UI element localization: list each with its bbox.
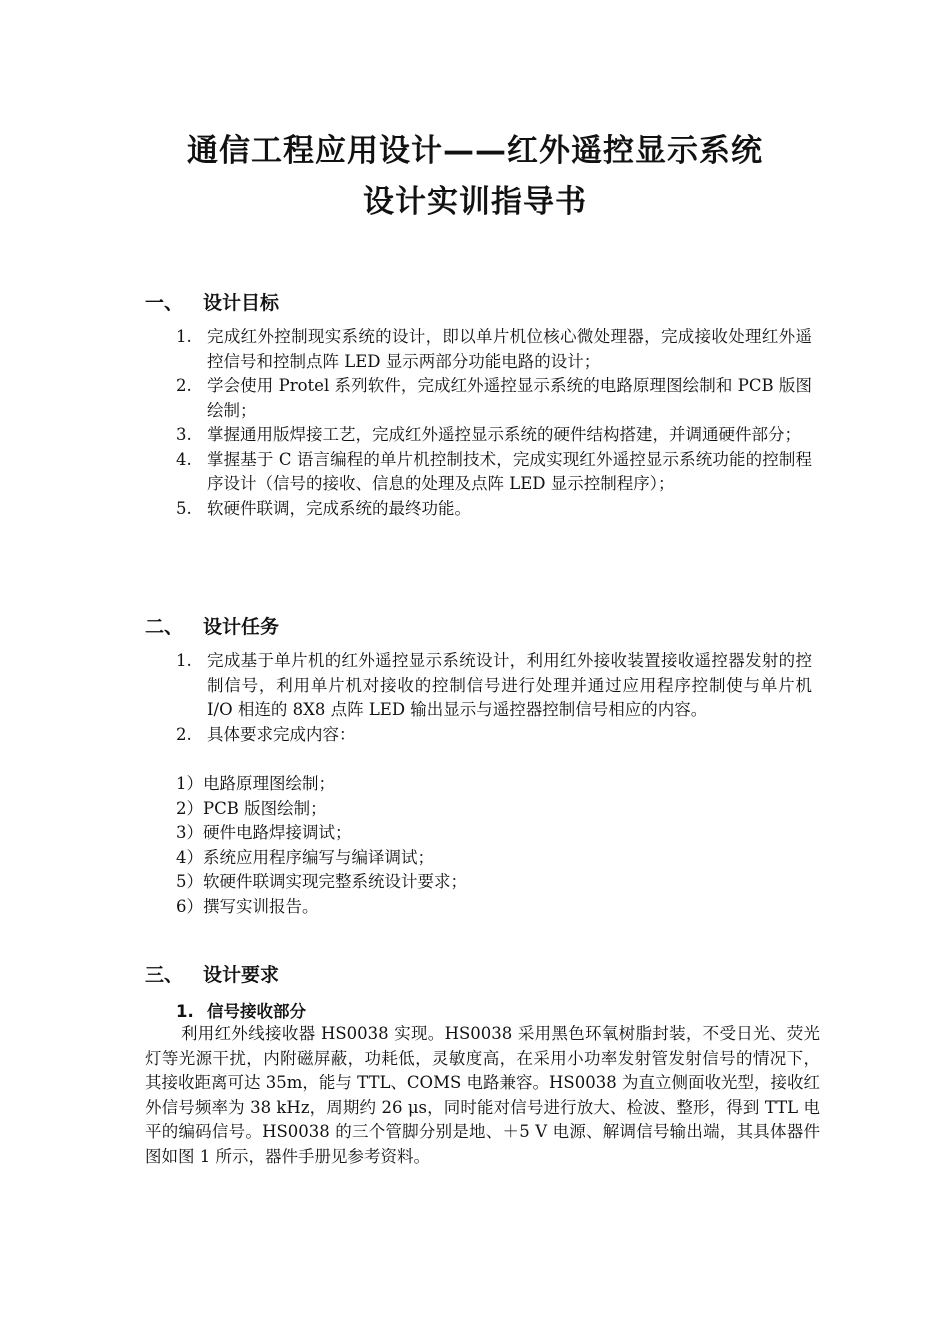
item-number: 4. [176,449,192,469]
section-number: 三、 [145,964,184,986]
item-text: 完成红外控制现实系统的设计，即以单片机位核心微处理器，完成接收处理红外遥控信号和控制点阵 LED 显示两部分功能电路的设计； [207,327,812,371]
item-text: 掌握基于 C 语言编程的单片机控制技术，完成实现红外遥控显示系统功能的控制程序设计（信号的接收、信息的处理及点阵 LED 显示控制程序）； [207,449,812,493]
list-item: 6）撰写实训报告。 [176,896,319,916]
doc-title-line2: 设计实训指导书 [363,184,587,220]
item-number: 1. [176,651,192,670]
section-heading-tasks [145,612,279,639]
list-item [176,448,812,497]
list-item [176,325,812,374]
subsection-title: 信号接收部分 [207,1002,306,1021]
body-paragraph: 利用红外线接收器 HS0038 实现。HS0038 采用黑色环氧树脂封装，不受日光、荧光灯等光源干扰，内附磁屏蔽，功耗低，灵敏度高，在采用小功率发射管发射信号的情况下，其接收距离可达 35m，能与 TTL、COMS 电路兼容。HS0038 为直立侧面收光型，接收红外信号频率为 38 kHz，周期约 26 μs，同时能对信号进行放大、检波、整形，得到 TTL 电平的编码信号。HS0038 的三个管脚分别是地、＋5 V 电源、解调信号输出端，其具体器件图如图 1 所示，器件手册见参考资料。 [145,1024,820,1166]
section-number: 二、 [145,616,184,638]
list-item: 5）软硬件联调实现完整系统设计要求； [176,872,467,891]
list-item [176,423,812,448]
section-title: 设计任务 [203,616,280,638]
item-text: 软硬件联调，完成系统的最终功能。 [207,498,471,518]
item-text: 具体要求完成内容： [207,724,356,744]
list-item: 1）电路原理图绘制； [176,774,335,793]
tasks-list [176,649,812,747]
section-title: 设计要求 [203,964,280,986]
doc-title-line1: 通信工程应用设计——红外遥控显示系统 [187,133,763,169]
list-item [176,374,812,423]
item-number: 2. [176,724,192,744]
requirements-sublist [176,772,812,919]
section-heading-goals [145,288,279,315]
list-item: 3）硬件电路焊接调试； [176,823,352,842]
item-number: 5. [176,498,192,518]
subsection-number: 1. [176,1002,194,1021]
item-text: 完成基于单片机的红外遥控显示系统设计，利用红外接收装置接收遥控器发射的控制信号，利用单片机对接收的控制信号进行处理并通过应用程序控制使与单片机 I/O 相连的 8X8 点阵 LED 输出显示与遥控器控制信号相应的内容。 [207,651,812,719]
list-item: 2）PCB 版图绘制； [176,798,327,818]
item-number: 2. [176,376,192,395]
item-text: 学会使用 Protel 系列软件，完成红外遥控显示系统的电路原理图绘制和 PCB 版图绘制； [207,376,812,420]
goals-list [176,325,812,521]
item-number: 3. [176,425,192,444]
section-heading-requirements [145,960,279,987]
list-item [176,723,812,748]
section-number: 一、 [145,292,184,314]
section-title: 设计目标 [203,292,280,314]
item-number: 1. [176,327,192,346]
subsection-heading [176,998,306,1022]
item-text: 掌握通用版焊接工艺，完成红外遥控显示系统的硬件结构搭建，并调通硬件部分； [207,425,801,444]
list-item: 4）系统应用程序编写与编译调试； [176,847,434,867]
list-item [176,649,812,723]
list-item [176,497,812,522]
